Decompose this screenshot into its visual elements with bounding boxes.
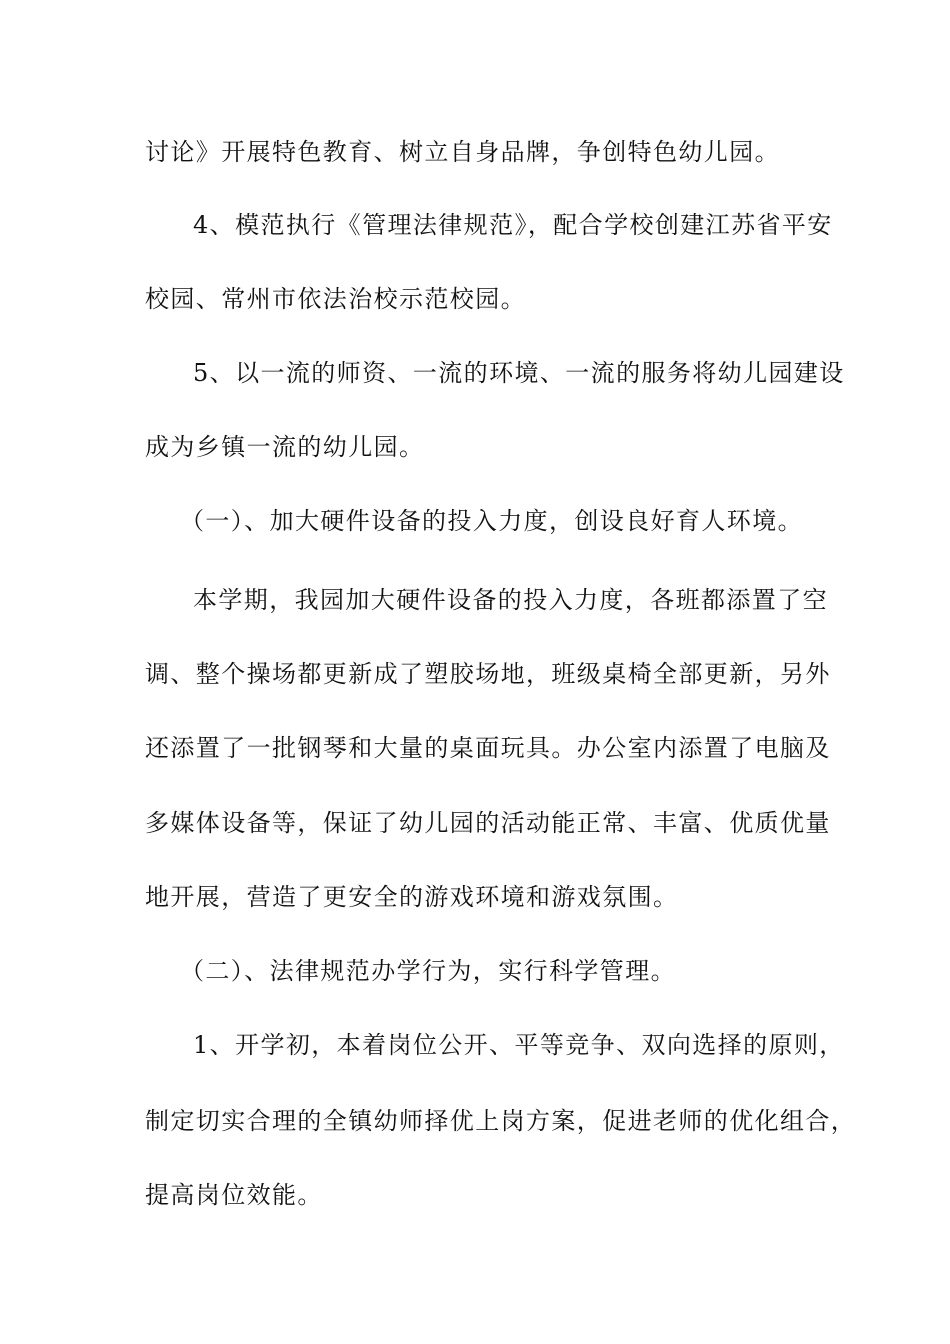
section-heading: （一）、加大硬件设备的投入力度，创设良好育人环境。 bbox=[180, 507, 803, 535]
text-line: 校园、常州市依法治校示范校园。 bbox=[145, 285, 526, 313]
text-line: 调、整个操场都更新成了塑胶场地，班级桌椅全部更新，另外 bbox=[145, 660, 831, 688]
text-line: 还添置了一批钢琴和大量的桌面玩具。办公室内添置了电脑及 bbox=[145, 734, 831, 762]
text-line: 制定切实合理的全镇幼师择优上岗方案，促进老师的优化组合， bbox=[145, 1107, 857, 1135]
text-line: 提高岗位效能。 bbox=[145, 1181, 323, 1209]
text-line: 1、开学初，本着岗位公开、平等竞争、双向选择的原则， bbox=[193, 1031, 845, 1059]
text-line: 5、以一流的师资、一流的环境、一流的服务将幼儿园建设 bbox=[193, 359, 845, 387]
text-line: 4、模范执行《管理法律规范》，配合学校创建江苏省平安 bbox=[193, 211, 833, 239]
text-line: 多媒体设备等，保证了幼儿园的活动能正常、丰富、优质优量 bbox=[145, 809, 831, 837]
section-heading: （二）、法律规范办学行为，实行科学管理。 bbox=[180, 957, 676, 985]
text-line: 本学期，我园加大硬件设备的投入力度，各班都添置了空 bbox=[193, 586, 828, 614]
text-line: 讨论》开展特色教育、树立自身品牌，争创特色幼儿园。 bbox=[145, 138, 780, 166]
text-line: 成为乡镇一流的幼儿园。 bbox=[145, 433, 425, 461]
text-line: 地开展，营造了更安全的游戏环境和游戏氛围。 bbox=[145, 883, 679, 911]
